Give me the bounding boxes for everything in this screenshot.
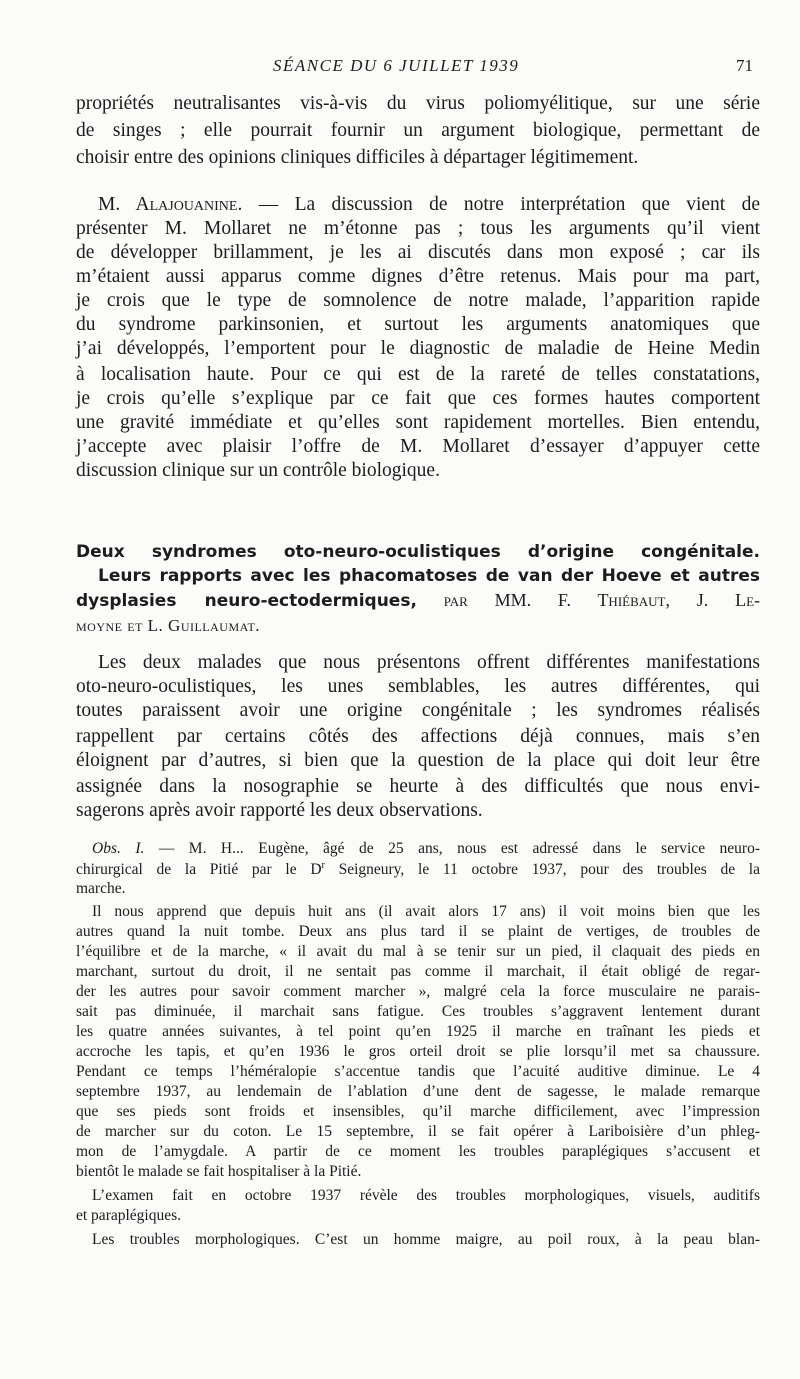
body-line: discussion clinique sur un contrôle biologique. (76, 460, 440, 481)
obs-line: l’équilibre et de la marche, « il avait du mal à se tenir sur un pied, il claquait des pieds en (76, 943, 760, 960)
obs-line: bientôt le malade se fait hospitaliser à la Pitié. (76, 1163, 362, 1180)
body-line: rappellent par certains côtés des affections déjà connues, mais s’en (76, 726, 760, 747)
body-line: sagerons après avoir rapporté les deux observations. (76, 800, 483, 821)
article-title-end: dysplasies neuro-ectodermiques, (76, 591, 417, 611)
obs-line: Pendant ce temps l’héméralopie s’accentue tandis que l’acuité auditive diminue. Le 4 (76, 1063, 760, 1080)
obs-text: chirurgical de la Pitié par le D (76, 861, 322, 879)
body-line: j’ai développés, l’emportent pour le diagnostic de maladie de Heine Medin (76, 338, 760, 359)
obs-line: marchant, surtout du droit, il ne sentait pas comme il marchait, il était obligé de regar- (76, 963, 760, 980)
obs-text: Seigneury, le 11 octobre 1937, pour des troubles de la (324, 861, 760, 879)
body-line: assignée dans la nosographie se heurte à des difficultés que nous envi- (76, 776, 760, 797)
running-title: SÉANCE DU 6 JUILLET 1939 (273, 56, 520, 75)
obs-line: mon de l’amygdale. A partir de ce moment les troubles paraplégiques s’accusent et (76, 1143, 760, 1160)
obs-line: et paraplégiques. (76, 1207, 182, 1224)
article-title-line: Leurs rapports avec les phacomatoses de van der Hoeve et autres (98, 566, 760, 586)
body-line: éloignent par d’autres, si bien que la question de la place qui doit leur être (76, 750, 760, 771)
body-text: — La discussion de notre interprétation que vient de (242, 194, 760, 215)
body-line: toutes paraissent avoir une origine congénitale ; les syndromes réalisés (76, 700, 760, 721)
body-line: de singes ; elle pourrait fournir un argument biologique, permettant de (76, 120, 760, 141)
obs-label: Obs. I. (92, 840, 145, 857)
obs-line: der les autres pour savoir comment marcher », malgré cela la force musculaire ne parais- (76, 983, 760, 1000)
body-line: une gravité immédiate et qu’elles sont rapidement mortelles. Bien entendu, (76, 412, 760, 433)
body-line: Les deux malades que nous présentons offrent différentes manifestations (98, 652, 760, 673)
obs-line: Les troubles morphologiques. C’est un homme maigre, au poil roux, à la peau blan- (92, 1231, 760, 1248)
body-line: m’étaient aussi apparus comme dignes d’être retenus. Mais pour ma part, (76, 266, 760, 287)
obs-line (92, 840, 760, 858)
article-title-line (76, 590, 760, 611)
body-line: propriétés neutralisantes vis-à-vis du virus poliomyélitique, sur une série (76, 93, 760, 114)
article-authors-cont: moyne et L. Guillaumat. (76, 616, 261, 635)
obs-line (76, 860, 760, 879)
page-number: 71 (736, 56, 753, 75)
body-line: du syndrome parkinsonien, et surtout les arguments anatomiques que (76, 314, 760, 335)
obs-line: L’examen fait en octobre 1937 révèle des troubles morphologiques, visuels, auditifs (92, 1187, 760, 1204)
body-line: je crois que le type de somnolence de notre malade, l’apparition rapide (76, 290, 760, 311)
obs-sup: r (321, 860, 325, 871)
body-line: présenter M. Mollaret ne m’étonne pas ; tous les arguments qu’il vient (76, 218, 760, 239)
obs-line: autres quand la nuit tombe. Deux ans plus tard il se plaint de vertiges, de troubles de (76, 923, 760, 940)
body-line: je crois qu’elle s’explique par ce fait que ces formes hautes comportent (76, 388, 760, 409)
obs-line: les quatre années suivantes, à tel point qu’en 1925 il marche en traînant les pieds et (76, 1023, 760, 1040)
body-line: de développer brillamment, je les ai discutés dans mon exposé ; car ils (76, 242, 760, 263)
body-line: j’accepte avec plaisir l’offre de M. Mollaret d’essayer d’appuyer cette (76, 436, 760, 457)
speaker-line (98, 194, 760, 216)
obs-line: de marcher sur du coton. Le 15 septembre, il se fait opérer à Lariboisière d’un phleg- (76, 1123, 760, 1140)
speaker-name: M. Alajouanine. (98, 194, 243, 215)
obs-line: accroche les tapis, et qu’en 1936 le gros orteil droit se plie lorsqu’il met sa chaussure. (76, 1043, 760, 1060)
obs-line: que ses pieds sont froids et insensibles, qu’il marche difficilement, avec l’impression (76, 1103, 760, 1120)
obs-line: septembre 1937, au lendemain de l’ablation d’une dent de sagesse, le malade remarque (76, 1083, 760, 1100)
obs-line: marche. (76, 880, 126, 897)
obs-text: — M. H... Eugène, âgé de 25 ans, nous est adressé dans le service neuro- (144, 840, 760, 857)
obs-line: sait pas diminuée, il marchait sans fatigue. Ces troubles s’aggravent lentement durant (76, 1003, 760, 1020)
article-title-line: Deux syndromes oto-neuro-oculistiques d’origine congénitale. (76, 542, 760, 562)
obs-line: Il nous apprend que depuis huit ans (il avait alors 17 ans) il voit moins bien que les (92, 903, 760, 920)
body-line: oto-neuro-oculistiques, les unes semblables, les autres différentes, qui (76, 676, 760, 697)
body-line: choisir entre des opinions cliniques difficiles à départager légitimement. (76, 147, 639, 168)
body-line: à localisation haute. Pour ce qui est de la rareté de telles constatations, (76, 364, 760, 385)
article-authors: par MM. F. Thiébaut, J. Le- (416, 590, 761, 610)
